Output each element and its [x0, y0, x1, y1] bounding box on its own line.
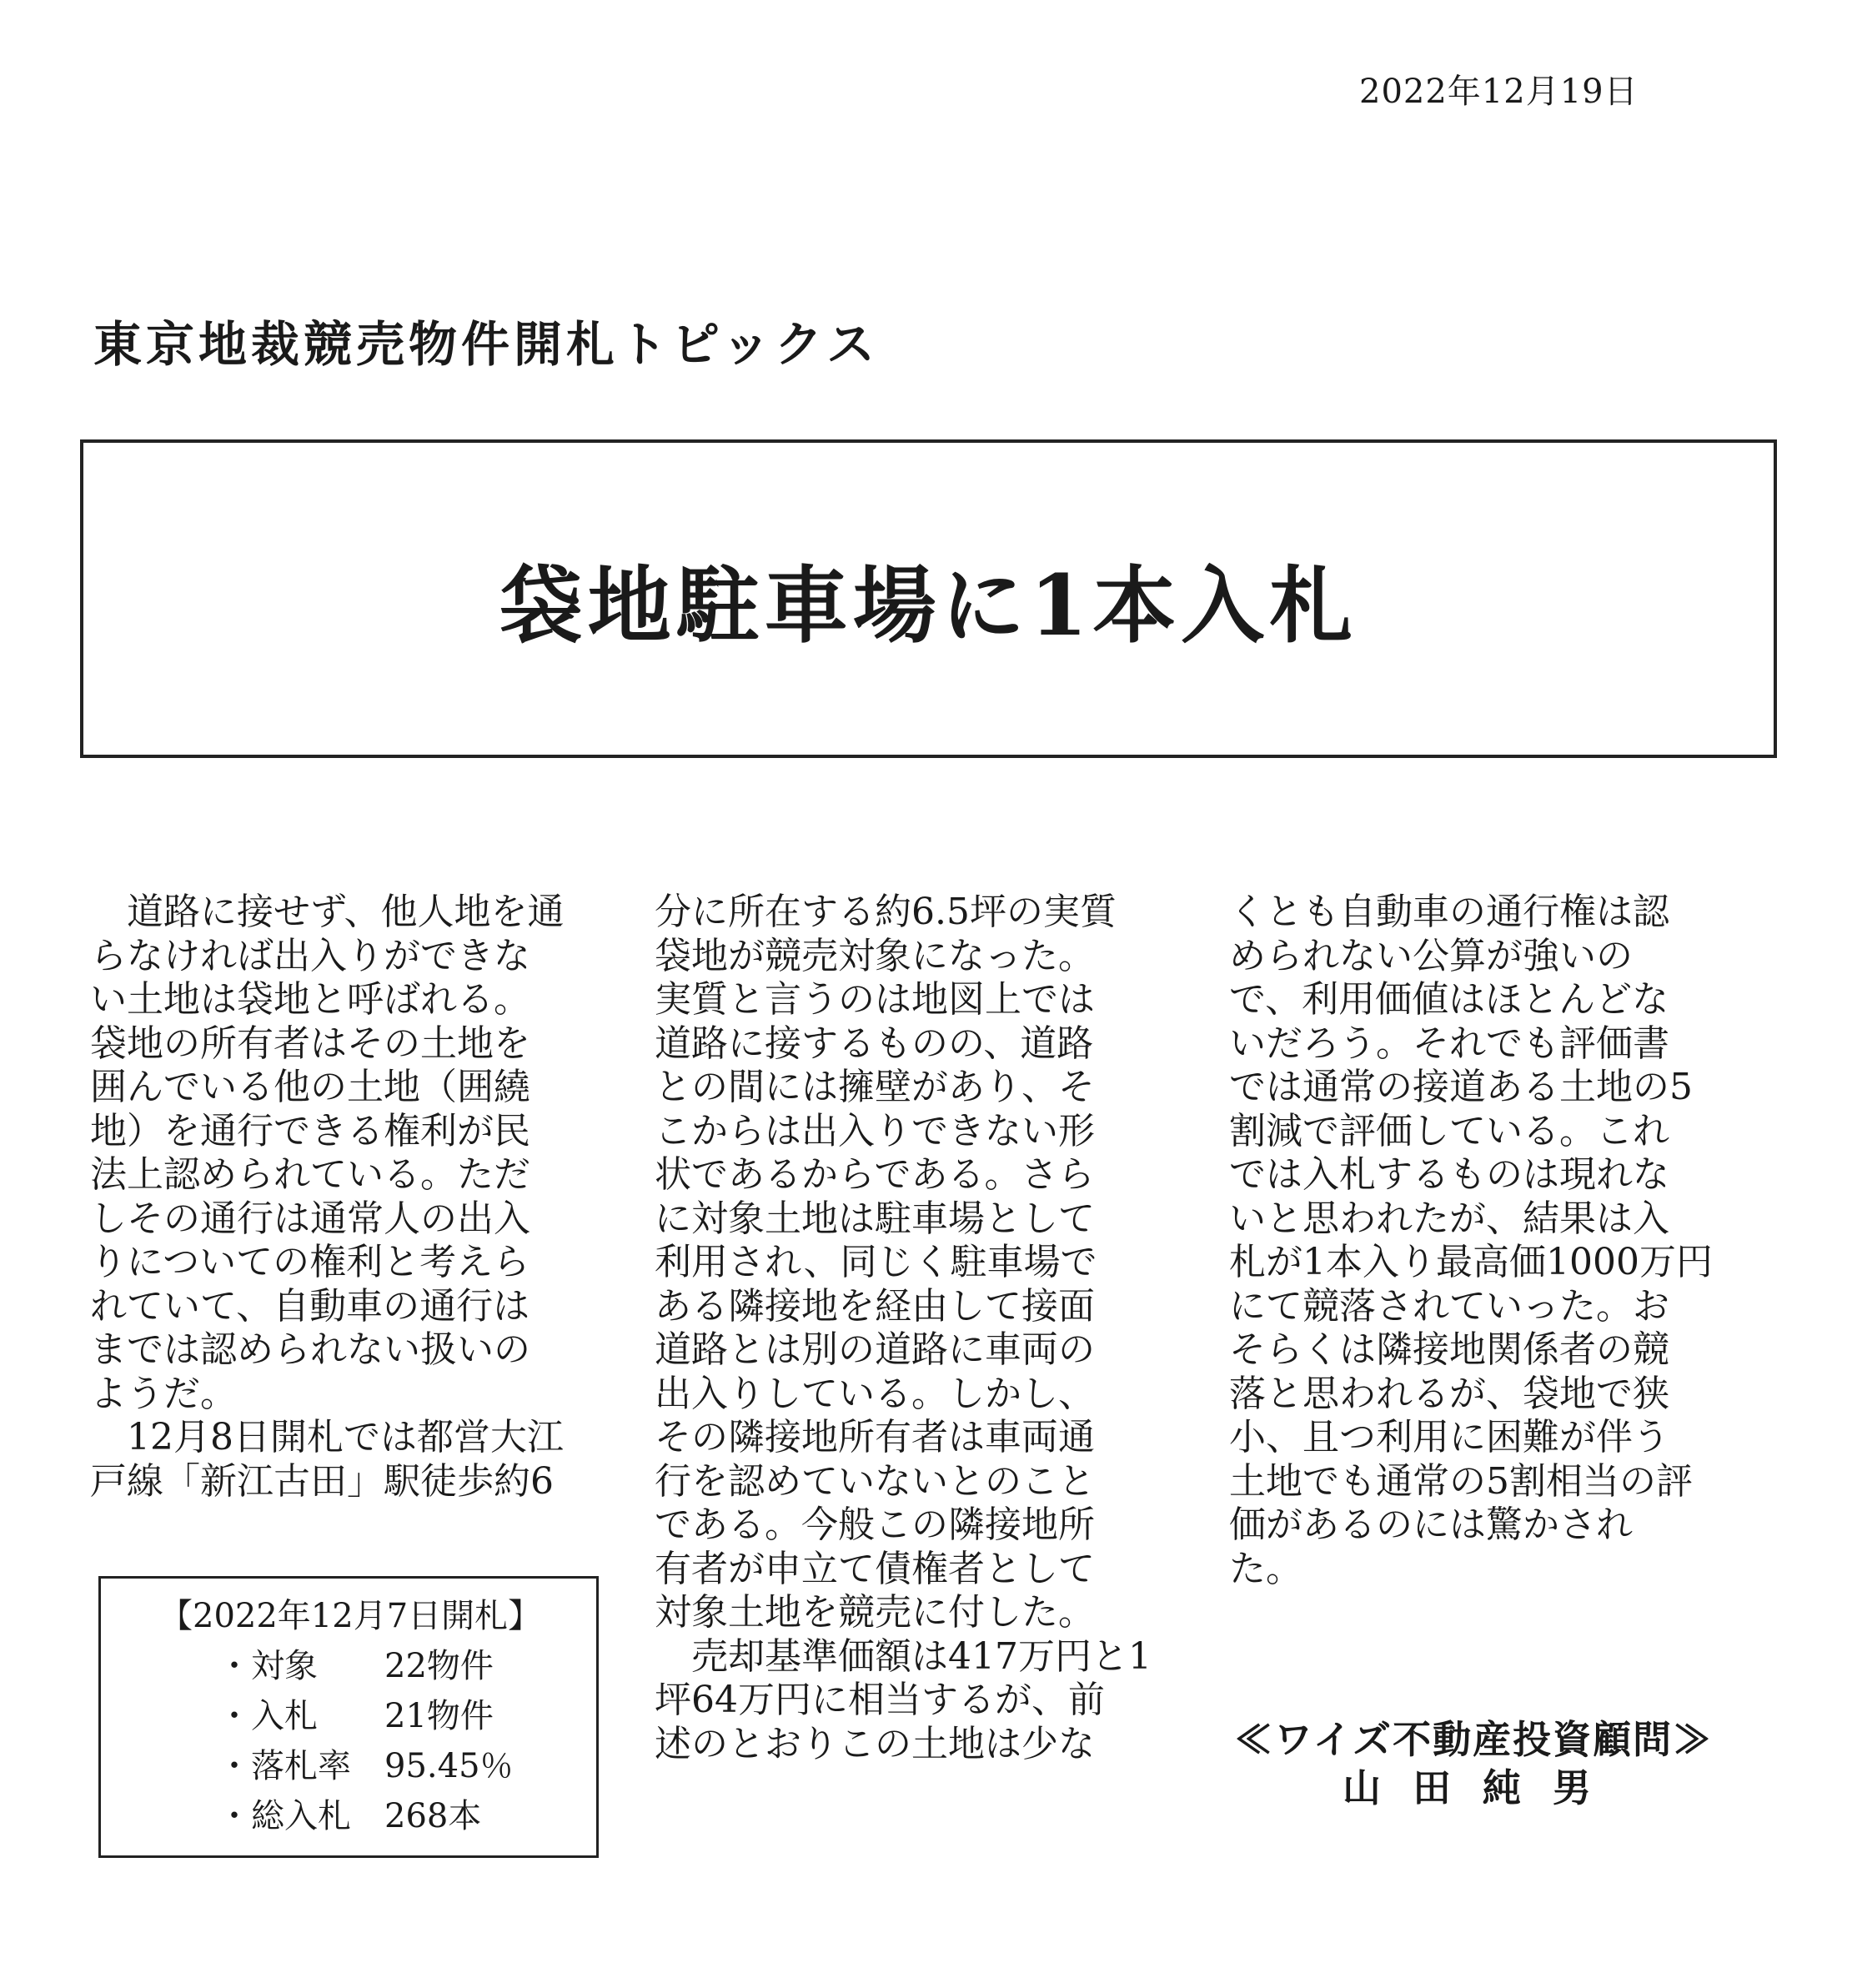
- article-line: 利用され、同じく駐車場で: [655, 1241, 1097, 1283]
- article-line: では通常の接道ある土地の5: [1229, 1066, 1693, 1108]
- publication-date: 2022年12月19日: [1359, 73, 1639, 111]
- series-title: 東京地裁競売物件開札トピックス: [93, 316, 880, 373]
- article-line: 道路に接せず、他人地を通: [90, 891, 565, 933]
- article-line: にて競落されていった。お: [1229, 1284, 1669, 1328]
- article-line: 述のとおりこの土地は少な: [655, 1722, 1095, 1765]
- article-line: 土地でも通常の5割相当の評: [1229, 1459, 1693, 1503]
- article-line: い土地は袋地と呼ばれる。: [90, 978, 530, 1021]
- article-line: 割減で評価している。これ: [1229, 1109, 1669, 1152]
- article-line: 行を認めていないとのこと: [655, 1459, 1095, 1503]
- stat-row: [218, 1795, 481, 1837]
- article-line: りについての権利と考えら: [90, 1241, 530, 1283]
- article-line: れていて、自動車の通行は: [90, 1284, 530, 1328]
- article-line: 地）を通行できる権利が民: [90, 1109, 530, 1152]
- stat-label: ・落札率: [218, 1747, 351, 1785]
- article-line: 実質と言うのは地図上では: [655, 978, 1095, 1021]
- stat-label: ・入札: [218, 1697, 318, 1735]
- article-line: 戸線「新江古田」駅徒歩約6: [90, 1459, 554, 1503]
- article-line: ようだ。: [90, 1372, 237, 1415]
- article-line: 袋地が競売対象になった。: [655, 934, 1095, 977]
- stat-value: 95.45％: [384, 1747, 514, 1785]
- author-name: 山田純男: [1343, 1765, 1623, 1810]
- auction-stats-box: [98, 1576, 599, 1858]
- stat-value: 21物件: [384, 1697, 494, 1735]
- article-column-1: [90, 891, 607, 1504]
- article-line: 囲んでいる他の土地（囲繞: [90, 1066, 530, 1108]
- stats-title: 【2022年12月7日開札】: [159, 1597, 542, 1635]
- article-line: 出入りしている。しかし、: [655, 1372, 1095, 1415]
- article-line: た。: [1229, 1547, 1302, 1590]
- article-line: である。今般この隣接地所: [655, 1504, 1095, 1546]
- headline: 袋地駐車場に1本入札: [499, 556, 1358, 655]
- article-line: 12月8日開札では都営大江: [90, 1416, 564, 1458]
- article-line: 売却基準価額は417万円と1: [655, 1634, 1152, 1678]
- stat-value: 22物件: [384, 1647, 494, 1685]
- article-line: 袋地の所有者はその土地を: [90, 1022, 530, 1065]
- article-line: いと思われたが、結果は入: [1229, 1197, 1669, 1240]
- article-line: では入札するものは現れな: [1229, 1153, 1669, 1196]
- article-line: までは認められない扱いの: [90, 1328, 530, 1371]
- article-line: 価があるのには驚かされ: [1229, 1504, 1633, 1546]
- article-column-2: [655, 891, 1172, 1766]
- headline-box: [80, 439, 1777, 758]
- article-line: くとも自動車の通行権は認: [1229, 891, 1669, 933]
- article-line: いだろう。それでも評価書: [1229, 1022, 1669, 1065]
- article-line: 状であるからである。さら: [655, 1153, 1095, 1196]
- article-line: 分に所在する約6.5坪の実質: [655, 891, 1117, 933]
- stat-label: ・対象: [218, 1647, 318, 1685]
- article-line: められない公算が強いの: [1229, 934, 1633, 977]
- author-organization: ≪ワイズ不動産投資顧問≫: [1234, 1717, 1714, 1762]
- article-line: との間には擁壁があり、そ: [655, 1066, 1095, 1108]
- article-line: ある隣接地を経由して接面: [655, 1284, 1095, 1328]
- stat-row: [218, 1695, 494, 1737]
- article-line: そらくは隣接地関係者の競: [1229, 1328, 1669, 1371]
- article-line: 対象土地を競売に付した。: [655, 1591, 1095, 1634]
- article-line: らなければ出入りができな: [90, 934, 530, 977]
- article-line: で、利用価値はほとんどな: [1229, 978, 1669, 1021]
- article-line: 札が1本入り最高価1000万円: [1229, 1241, 1713, 1283]
- article-line: 小、且つ利用に困難が伴う: [1229, 1416, 1669, 1458]
- article-line: その隣接地所有者は車両通: [655, 1416, 1095, 1458]
- article-line: 坪64万円に相当するが、前: [655, 1679, 1105, 1721]
- article-line: 道路とは別の道路に車両の: [655, 1328, 1095, 1371]
- article-line: 法上認められている。ただ: [90, 1153, 530, 1196]
- stat-label: ・総入札: [218, 1797, 351, 1835]
- article-line: 有者が申立て債権者として: [655, 1547, 1095, 1590]
- stat-row: [218, 1745, 514, 1787]
- article-line: 道路に接するものの、道路: [655, 1022, 1094, 1065]
- article-line: 落と思われるが、袋地で狭: [1229, 1372, 1669, 1415]
- stat-row: [218, 1645, 494, 1687]
- stat-value: 268本: [384, 1797, 482, 1835]
- article-column-3: [1229, 891, 1746, 1591]
- article-line: こからは出入りできない形: [655, 1109, 1095, 1152]
- article-line: に対象土地は駐車場として: [655, 1197, 1095, 1240]
- article-line: しその通行は通常人の出入: [90, 1197, 530, 1240]
